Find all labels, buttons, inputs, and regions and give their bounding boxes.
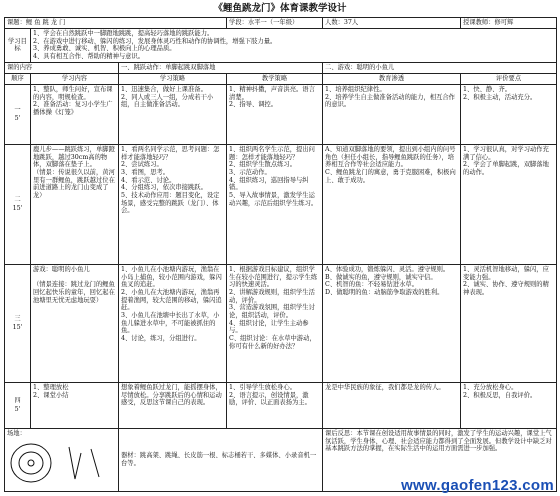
section-row	[5, 84, 557, 144]
section-row	[5, 382, 557, 428]
content-row	[5, 62, 557, 73]
watermark-text: www.gaofen123.com	[401, 477, 554, 494]
education-note: 龙是中华民族的象征，我们都是龙的传人。	[323, 382, 461, 428]
goal-item: 1、学会在自然跳跃中一脚蹬地跳跳，提高轻巧落地的跳跃能力。	[33, 30, 214, 37]
teaching-strategy: 1、组织两名学生示范，提出问题：怎样才能落地轻巧？ 2、组织学生散点练习。 3、示范动作。 4、组织练习，巡回指导与纠错。 5、导入故事情景，激发学生运动兴趣，示范后组织学生练习。	[227, 144, 323, 264]
education-note: A、知道双脚落地的要领，提出到小组内的问号角色（担任小组长，指导鲤鱼跳跃的任务），培养相互合作等社会适应能力。 C、鲤鱼跳龙门的寓意，勇于克服困难，积极向上、敢于成功。	[323, 144, 461, 264]
field-line-mark	[91, 449, 99, 477]
col-header: 学习内容	[31, 73, 119, 84]
section-order: 一 5'	[5, 84, 31, 144]
learning-content: 1、整理放松 2、课堂小结	[31, 382, 119, 428]
section-order: 四 5'	[5, 382, 31, 428]
page-title: 《鲤鱼跳龙门》体育课教学设计	[213, 3, 347, 14]
education-note: A、体验成功，锻炼躲闪、灵活。遵守规则。 B、做诚实的鱼，遵守规则，诚实守信。 C、机智的鱼：不轻易钻进水草。 D、做聪明的鱼：动脑筋争取游戏的胜利。	[323, 264, 461, 382]
goals-label: 学习目标	[5, 29, 31, 63]
content-b: 二、游戏：聪明的小鱼儿	[323, 62, 557, 73]
grade-cell: 学段：水平一（一年级）	[227, 18, 323, 29]
section-row	[5, 144, 557, 264]
reflection-cell: 课后反思：本节课在创设适用故事情景的同时，激发了学生的运动兴趣，课堂上气氛活跃，学生身体、心理、社会适应能力都得到了全面发展。但教学设计中缺乏对基本跳跃方法的掌握，在实际生活中的运用方面需进一步加强。	[323, 428, 557, 491]
learning-strategy: 1、小鱼儿在小池塘内游玩，渔翁在小岛上捕鱼，较小范围内游戏，躲闪鱼叉的追赶。 2、小鱼儿在大池塘内游玩，渔翁再提着渔网，较大范围的移动，躲闪追赶。 3、小鱼儿在池塘中长出了水草，小鱼儿躲进水草中，不可能被抓住的鱼。 4、讨论，练习，分组进行。	[119, 264, 227, 382]
goals-list	[31, 29, 557, 63]
teaching-strategy: 1、精神抖擞，声音洪亮。语言清楚。 2、指导、调控。	[227, 84, 323, 144]
learning-content: 游戏：聪明的小鱼儿 （情景连接：跳过龙门的鲤鱼回忆起快乐的童年，回忆起在池塘里无忧无虑地玩耍）	[31, 264, 119, 382]
goal-item: 3、养成勇敢、诚实、机智、积极向上的心理品质。	[33, 45, 176, 53]
content-label: 课的内容	[5, 62, 119, 73]
section-row	[5, 264, 557, 382]
evaluation-point: 1、充分放松身心。 2、积极反思，自我评价。	[461, 382, 557, 428]
field-zigzag-mark	[69, 447, 81, 479]
col-header: 评价要点	[461, 73, 557, 84]
field-center-mark	[28, 460, 34, 466]
col-header: 教学策略	[227, 73, 323, 84]
count-cell: 人数：37人	[323, 18, 461, 29]
teaching-strategy: 1、根据游戏目标建议，组织学生在较小范围进行，提示学生练习的快速灵活。 2、讲解游戏规则，组织学生活动，评价。 3、营造游戏氛围，组织学生讨论，组织活动，评价。 4、组织讨论，让学生主动参与。 C、组织讨论：在水草中游动，你可有什么新的好办法？	[227, 264, 323, 382]
learning-content: 1、整队，师生问好，宣布课的内容，明规检查。 2、准备活动：复习小学生广播体操《灯笼》	[31, 84, 119, 144]
col-header: 顺序	[5, 73, 31, 84]
field-label: 场地：	[7, 429, 26, 437]
learning-strategy: 想象着鲤鱼跃过龙门，能摇摆身体，尽情放松。分享跳跃后的心情和运动感受，反思这节课自己的表现。	[119, 382, 227, 428]
col-header: 学习策略	[119, 73, 227, 84]
column-header-row	[5, 73, 557, 84]
content-a: 一、跳跃动作：单脚起跳双脚落地	[119, 62, 323, 73]
teaching-strategy: 1、引导学生放松身心。 2、语言提示，创设情景，激励，评价、以正面表扬为主。	[227, 382, 323, 428]
field-inner-ring	[19, 452, 43, 474]
topic-cell: 课题：鲤 鱼 跳 龙 门	[5, 18, 227, 29]
learning-content: 鹿儿步——跳跃练习，单脚蹬地跳跃，越过30cm高的物体，双脚落在垫子上。 （情景：传说很久以前，黄河里有一群鲤鱼，跳跃越过位在前进道路上的龙门山变成了龙）	[31, 144, 119, 264]
evaluation-point: 1、快、静、齐。 2、积极主动，活动充分。	[461, 84, 557, 144]
goals-row	[5, 29, 557, 63]
header-row	[5, 18, 557, 29]
teacher-cell: 授课教师：修可辉	[461, 18, 557, 29]
goal-item: 2、在游戏中进行移动、躲闪的练习，发展身体灵巧性和动作的协调性，增强下肢力量。	[33, 37, 277, 45]
col-header: 教育渗透	[323, 73, 461, 84]
field-outer-ring	[11, 444, 51, 482]
section-order: 二 15'	[5, 144, 31, 264]
evaluation-point: 1、灵活机智地移动，躲闪，应变能力强。 2、诚实、协作、遵守规则的精神表现。	[461, 264, 557, 382]
evaluation-point: 1、学习很认真，对学习动作充满了信心。 2、学会了单脚起跳，双脚落地的动作。	[461, 144, 557, 264]
learning-strategy: 1、迅速集合，做好上课准备。 2、同人或三人一组，分成若干小组，自主做准备活动。	[119, 84, 227, 144]
education-note: 1、培养组织纪律性。 2、培养学生自主做准备活动的能力，相互合作的意识。	[323, 84, 461, 144]
lesson-plan-table	[4, 17, 557, 492]
field-diagram-cell	[5, 428, 119, 491]
equipment-cell: 器材：跳高架、跳绳、长皮筋一根、标志桶若干、多媒体、小录音机一台等。	[119, 428, 323, 491]
learning-strategy: 1、看两名同学示范，思考问题：怎样才能落地轻巧？ 2、尝试练习。 3、看图，思考。 4、看示范、讨论。 4、分组练习，依次串接跳跃。 5、技术动作应用：题目变化，设定场景，感受完整的跳跃（龙门）、体会。	[119, 144, 227, 264]
goal-item: 4、具有相互合作、帮助的精神与意识。	[33, 53, 145, 61]
field-diagram	[9, 441, 109, 485]
section-order: 三 15'	[5, 264, 31, 382]
